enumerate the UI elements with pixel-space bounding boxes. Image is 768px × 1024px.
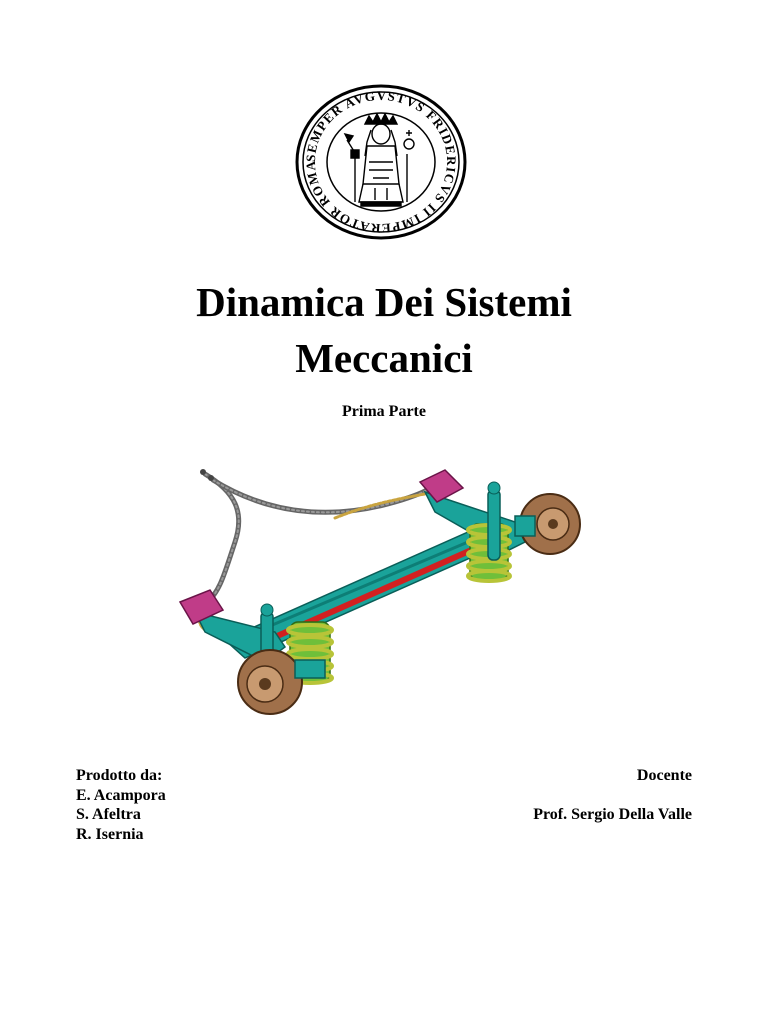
rear-axle-suspension-icon [165, 462, 595, 720]
document-title-line-1: Dinamica Dei Sistemi [196, 279, 572, 325]
teacher-label: Docente [636, 767, 692, 784]
authors-label: Prodotto da: [76, 767, 163, 784]
author-name: E. Acampora [76, 786, 166, 804]
university-seal-icon [295, 84, 467, 240]
author-name: R. Isernia [76, 825, 144, 843]
document-title-line-2: Meccanici [295, 335, 473, 381]
teacher-block [533, 766, 692, 825]
teacher-name: Prof. Sergio Della Valle [533, 806, 692, 823]
document-subtitle: Prima Parte [342, 403, 426, 420]
author-name: S. Afeltra [76, 806, 141, 823]
authors-block [76, 766, 166, 844]
document-title [0, 274, 768, 386]
seal-inscription: SEMPER AVGVSTVS FRIDERICVS II IMPERATOR ROMA [302, 87, 460, 237]
